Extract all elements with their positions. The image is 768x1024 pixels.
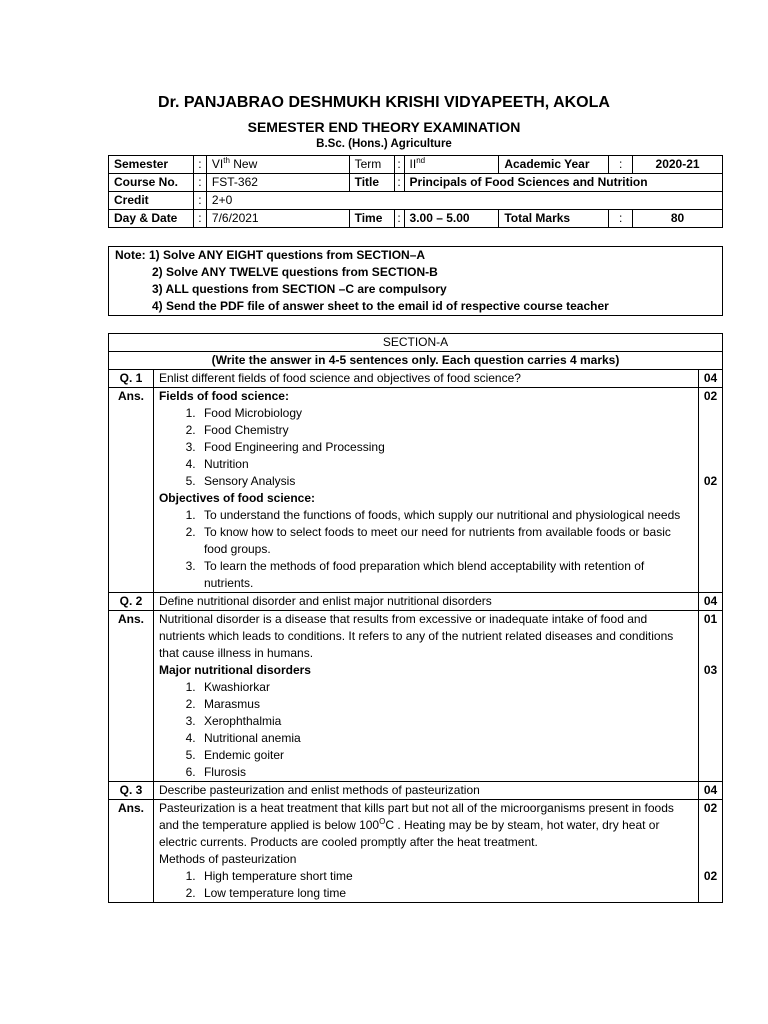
answer-label: Ans. xyxy=(109,611,154,782)
list-item: 1. Kwashiorkar xyxy=(199,679,693,696)
list-item: 1. High temperature short time xyxy=(199,868,693,885)
list-item: 1. To understand the functions of foods, which supply our nutritional and physiological needs xyxy=(199,507,693,524)
course-value: FST-362 xyxy=(206,174,349,192)
colon: : xyxy=(394,210,404,228)
semester-label: Semester xyxy=(109,156,194,174)
list-item: 5. Endemic goiter xyxy=(199,747,693,764)
question-marks: 04 xyxy=(699,370,723,388)
question-text: Enlist different fields of food science and objectives of food science? xyxy=(153,370,698,388)
answer-row xyxy=(109,611,723,782)
section-title: SECTION-A xyxy=(109,334,723,352)
question-text: Define nutritional disorder and enlist major nutritional disorders xyxy=(153,593,698,611)
exam-info-table xyxy=(108,155,723,228)
answer-label: Ans. xyxy=(109,800,154,903)
note-line-2: 2) Solve ANY TWELVE questions from SECTION-B xyxy=(152,265,438,279)
question-number: Q. 3 xyxy=(109,782,154,800)
total-marks-value: 80 xyxy=(633,210,723,228)
exam-title: SEMESTER END THEORY EXAMINATION xyxy=(247,119,521,135)
answer-row xyxy=(109,388,723,593)
answer-subheading: Major nutritional disorders xyxy=(158,663,311,677)
colon: : xyxy=(609,210,633,228)
info-row-date xyxy=(109,210,723,228)
programme-title: B.Sc. (Hons.) Agriculture xyxy=(316,138,452,150)
answer-body xyxy=(153,611,698,782)
colon: : xyxy=(609,156,633,174)
colon: : xyxy=(394,174,404,192)
course-label: Course No. xyxy=(109,174,194,192)
list-item: 2. Food Chemistry xyxy=(199,422,693,439)
answer-definition: Pasteurization is a heat treatment that kills part but not all of the microorganisms present in foods and the temperature applied is below $100^OC$ . Heating may be by steam, hot water, dry heat or electric currents. Products are cooled promptly after the heat treatment. xyxy=(158,801,674,849)
list-item: 5. Sensory Analysis xyxy=(199,473,693,490)
marks-value: 02 xyxy=(703,474,718,488)
question-number: Q. 2 xyxy=(109,593,154,611)
list-item: 6. Flurosis xyxy=(199,764,693,781)
objectives-list xyxy=(159,507,693,592)
disorders-list xyxy=(159,679,693,781)
section-instruction-row xyxy=(109,352,723,370)
academic-year-value: 2020-21 xyxy=(633,156,723,174)
university-title: Dr. PANJABRAO DESHMUKH KRISHI VIDYAPEETH, AKOLA xyxy=(158,94,610,111)
question-marks: 04 xyxy=(699,593,723,611)
answer-definition: Nutritional disorder is a disease that results from excessive or inadequate intake of food and nutrients which leads to conditions. It refers to any of the nutrient related diseases and conditions that cause illness in humans. xyxy=(158,612,674,660)
note-line-4: 4) Send the PDF file of answer sheet to the email id of respective course teacher xyxy=(152,299,609,313)
question-row xyxy=(109,782,723,800)
date-label: Day & Date xyxy=(109,210,194,228)
section-instruction: (Write the answer in 4-5 sentences only. Each question carries 4 marks) xyxy=(109,352,723,370)
answer-marks xyxy=(699,611,723,782)
colon: : xyxy=(193,174,206,192)
question-number: Q. 1 xyxy=(109,370,154,388)
info-row-credit xyxy=(109,192,723,210)
fields-list xyxy=(159,405,693,490)
list-item: 2. To know how to select foods to meet our need for nutrients from available foods or basic food groups. xyxy=(199,524,693,558)
section-a-table xyxy=(108,333,723,903)
list-item: 2. Low temperature long time xyxy=(199,885,693,902)
marks-value: 02 xyxy=(703,869,718,883)
list-item: 3. Food Engineering and Processing xyxy=(199,439,693,456)
colon: : xyxy=(193,156,206,174)
question-marks: 04 xyxy=(699,782,723,800)
instructions-note xyxy=(108,246,723,316)
methods-list xyxy=(159,868,693,902)
note-line-3: 3) ALL questions from SECTION –C are compulsory xyxy=(152,282,447,296)
time-value: 3.00 – 5.00 xyxy=(404,210,499,228)
question-text: Describe pasteurization and enlist methods of pasteurization xyxy=(153,782,698,800)
list-item: 3. Xerophthalmia xyxy=(199,713,693,730)
answer-body xyxy=(153,388,698,593)
term-value: IInd xyxy=(404,156,499,174)
question-row xyxy=(109,370,723,388)
credit-label: Credit xyxy=(109,192,194,210)
term-label: Term xyxy=(349,156,394,174)
total-marks-label: Total Marks xyxy=(499,210,609,228)
academic-year-label: Academic Year xyxy=(499,156,609,174)
marks-value: 01 xyxy=(703,612,718,626)
section-title-row xyxy=(109,334,723,352)
answer-marks xyxy=(699,388,723,593)
info-row-course xyxy=(109,174,723,192)
list-item: 4. Nutritional anemia xyxy=(199,730,693,747)
colon: : xyxy=(394,156,404,174)
marks-value: 02 xyxy=(703,801,718,815)
list-item: 2. Marasmus xyxy=(199,696,693,713)
info-row-semester xyxy=(109,156,723,174)
course-title-value: Principals of Food Sciences and Nutrition xyxy=(404,174,722,192)
credit-value: 2+0 xyxy=(206,192,722,210)
semester-value: VIth New xyxy=(206,156,349,174)
question-row xyxy=(109,593,723,611)
list-item: 1. Food Microbiology xyxy=(199,405,693,422)
list-item: 4. Nutrition xyxy=(199,456,693,473)
marks-value: 03 xyxy=(703,663,718,677)
time-label: Time xyxy=(349,210,394,228)
date-value: 7/6/2021 xyxy=(206,210,349,228)
answer-row xyxy=(109,800,723,903)
answer-subheading: Fields of food science: xyxy=(158,389,289,403)
note-line-1: Note: 1) Solve ANY EIGHT questions from SECTION–A xyxy=(115,248,426,262)
answer-body xyxy=(153,800,698,903)
colon: : xyxy=(193,210,206,228)
colon: : xyxy=(193,192,206,210)
answer-marks xyxy=(699,800,723,903)
answer-subheading: Methods of pasteurization xyxy=(158,852,297,866)
list-item: 3. To learn the methods of food preparation which blend acceptability with retention of nutrients. xyxy=(199,558,693,592)
title-label: Title xyxy=(349,174,394,192)
marks-value: 02 xyxy=(703,389,718,403)
answer-subheading: Objectives of food science: xyxy=(158,491,315,505)
answer-label: Ans. xyxy=(109,388,154,593)
